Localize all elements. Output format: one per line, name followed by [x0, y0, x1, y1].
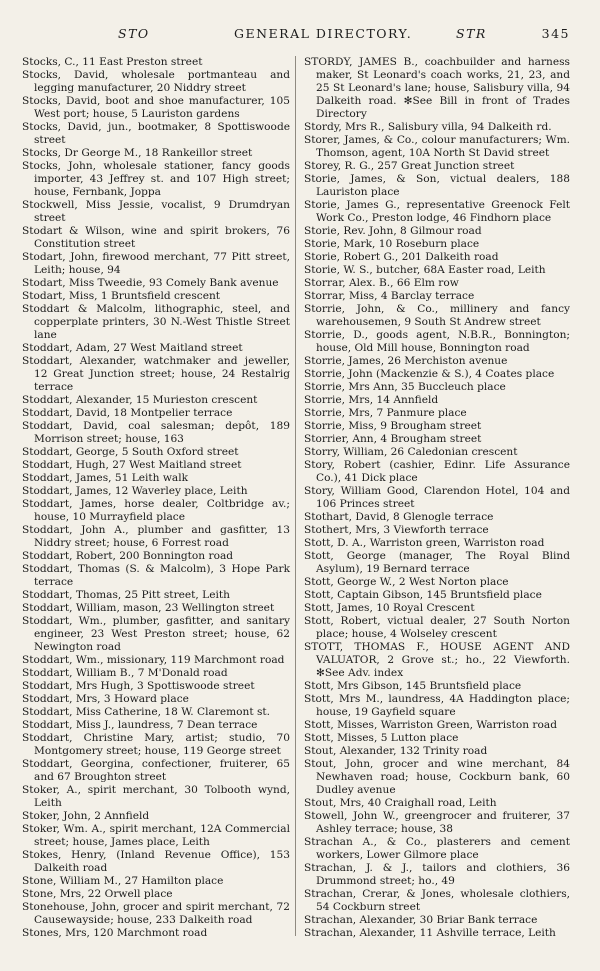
- directory-entry: Stoker, John, 2 Annfield: [22, 810, 150, 822]
- directory-entry: Stoddart, Wm., plumber, gasfitter, and sanitary engineer, 23 West Preston street; house, 62 Newington road: [22, 615, 290, 653]
- directory-entry: Stoddart, Georgina, confectioner, fruiterer, 65 and 67 Broughton street: [22, 758, 290, 783]
- directory-entry: Stoker, A., spirit merchant, 30 Tolbooth wynd, Leith: [22, 784, 290, 809]
- directory-entry: Stoddart, Miss J., laundress, 7 Dean terrace: [22, 719, 258, 731]
- directory-entry: Stockwell, Miss Jessie, vocalist, 9 Drumdryan street: [22, 199, 290, 224]
- page-number: 345: [541, 26, 570, 41]
- directory-entry: Stoddart, William, mason, 23 Wellington street: [22, 602, 275, 614]
- directory-entry: Stocks, John, wholesale stationer, fancy goods importer, 43 Jeffrey st. and 107 High street; house, Fernbank, Joppa: [22, 160, 290, 198]
- directory-entry: Stocks, Dr George M., 18 Rankeillor street: [22, 147, 253, 159]
- directory-entry: Stocks, David, jun., bootmaker, 8 Spottiswoode street: [22, 121, 290, 146]
- directory-entry: Storrar, Miss, 4 Barclay terrace: [304, 290, 475, 302]
- running-header: [22, 26, 570, 46]
- directory-entry: Stordy, Mrs R., Salisbury villa, 94 Dalkeith rd.: [304, 121, 552, 133]
- directory-entry: Stoddart, David, coal salesman; depôt, 189 Morrison street; house, 163: [22, 420, 290, 445]
- directory-entry: Stokes, Henry, (Inland Revenue Office), 153 Dalkeith road: [22, 849, 290, 874]
- directory-entry: Stoddart, William B., 7 M'Donald road: [22, 667, 228, 679]
- directory-entry: Storrier, Ann, 4 Brougham street: [304, 433, 482, 445]
- directory-entry: Stothert, Mrs, 3 Viewforth terrace: [304, 524, 489, 536]
- directory-entry: Stonehouse, John, grocer and spirit merchant, 72 Causewayside; house, 233 Dalkeith road: [22, 901, 290, 926]
- directory-entry: Stout, John, grocer and wine merchant, 84 Newhaven road; house, Cockburn bank, 60 Dudley avenue: [304, 758, 570, 796]
- directory-entry: Stoddart, Miss Catherine, 18 W. Claremont st.: [22, 706, 271, 718]
- directory-entry: Storer, James, & Co., colour manufacturers; Wm. Thomson, agent, 10A North St David street: [304, 134, 570, 159]
- directory-entry: Stott, Mrs M., laundress, 4A Haddington place; house, 19 Gayfield square: [304, 693, 570, 718]
- directory-entry: Stone, Mrs, 22 Orwell place: [22, 888, 173, 900]
- header-right-key: STR: [456, 26, 487, 41]
- directory-entry: Storry, William, 26 Caledonian crescent: [304, 446, 518, 458]
- directory-entry: STOTT, THOMAS F., HOUSE AGENT AND VALUATOR, 2 Grove st.; ho., 22 Viewforth. ✻See Adv. index: [304, 641, 570, 679]
- header-title: GENERAL DIRECTORY.: [234, 26, 413, 41]
- directory-entry: Stout, Alexander, 132 Trinity road: [304, 745, 488, 757]
- directory-entry: Storrie, Mrs Ann, 35 Buccleuch place: [304, 381, 506, 393]
- directory-entry: Stoddart & Malcolm, lithographic, steel, and copperplate printers, 30 N.-West Thistle Street lane: [22, 303, 290, 341]
- directory-entry: Storrie, D., goods agent, N.B.R., Bonnington; house, Old Mill house, Bonnington road: [304, 329, 570, 354]
- directory-entry: Stott, James, 10 Royal Crescent: [304, 602, 475, 614]
- directory-entry: Storrie, James, 26 Merchiston avenue: [304, 355, 508, 367]
- directory-entry: Stoddart, James, 51 Leith walk: [22, 472, 189, 484]
- directory-entry: Stoddart, Alexander, watchmaker and jeweller, 12 Great Junction street; house, 24 Restalrig terrace: [22, 355, 290, 393]
- directory-entry: Stoddart, Thomas, 25 Pitt street, Leith: [22, 589, 230, 601]
- directory-entry: Stoddart, David, 18 Montpelier terrace: [22, 407, 233, 419]
- directory-entry: Stott, George (manager, The Royal Blind Asylum), 19 Bernard terrace: [304, 550, 570, 575]
- directory-entry: Storrie, John, & Co., millinery and fancy warehousemen, 9 South St Andrew street: [304, 303, 570, 328]
- directory-entry: Strachan, J. & J., tailors and clothiers, 36 Drummond street; ho., 49: [304, 862, 570, 887]
- directory-entry: Stodart, John, firewood merchant, 77 Pitt street, Leith; house, 94: [22, 251, 290, 276]
- directory-entry: Stoddart, Christine Mary, artist; studio, 70 Montgomery street; house, 119 George street: [22, 732, 290, 757]
- left-column: [22, 56, 290, 940]
- directory-entry: Storie, James, & Son, victual dealers, 188 Lauriston place: [304, 173, 570, 198]
- directory-entry: Stott, Mrs Gibson, 145 Bruntsfield place: [304, 680, 522, 692]
- directory-entry: Storey, R. G., 257 Great Junction street: [304, 160, 515, 172]
- directory-entry: Stoker, Wm. A., spirit merchant, 12A Commercial street; house, James place, Leith: [22, 823, 290, 848]
- directory-entry: Stott, Robert, victual dealer, 27 South Norton place; house, 4 Wolseley crescent: [304, 615, 570, 640]
- directory-entry: Strachan, Alexander, 11 Ashville terrace, Leith: [304, 927, 556, 939]
- directory-entry: Stoddart, John A., plumber and gasfitter, 13 Niddry street; house, 6 Forrest road: [22, 524, 290, 549]
- directory-entry: Stocks, David, wholesale portmanteau and legging manufacturer, 20 Niddry street: [22, 69, 290, 94]
- directory-entry: STORDY, JAMES B., coachbuilder and harness maker, St Leonard's coach works, 21, 23, and 25 St Leonard's lane; house, Salisbury villa, 94 Dalkeith road. ✻See Bill in front of Trades Directory: [304, 56, 570, 120]
- directory-entry: Stoddart, Hugh, 27 West Maitland street: [22, 459, 242, 471]
- directory-entry: Stoddart, Alexander, 15 Murieston crescent: [22, 394, 258, 406]
- directory-entry: Strachan A., & Co., plasterers and cement workers, Lower Gilmore place: [304, 836, 570, 861]
- directory-entry: Storie, James G., representative Greenock Felt Work Co., Preston lodge, 46 Findhorn place: [304, 199, 570, 224]
- directory-entry: Stoddart, Wm., missionary, 119 Marchmont road: [22, 654, 285, 666]
- directory-entry: Stodart & Wilson, wine and spirit brokers, 76 Constitution street: [22, 225, 290, 250]
- directory-entry: Stott, George W., 2 West Norton place: [304, 576, 509, 588]
- directory-entry: Stott, Misses, 5 Lutton place: [304, 732, 459, 744]
- directory-entry: Storrie, Miss, 9 Brougham street: [304, 420, 482, 432]
- directory-entry: Storrie, Mrs, 7 Panmure place: [304, 407, 467, 419]
- directory-entry: Stoddart, Mrs, 3 Howard place: [22, 693, 189, 705]
- directory-entry: Stodart, Miss Tweedie, 93 Comely Bank avenue: [22, 277, 279, 289]
- directory-entry: Storie, Mark, 10 Roseburn place: [304, 238, 480, 250]
- directory-entry: Stone, William M., 27 Hamilton place: [22, 875, 224, 887]
- directory-entry: Strachan, Alexander, 30 Briar Bank terrace: [304, 914, 538, 926]
- directory-entry: Stowell, John W., greengrocer and fruiterer, 37 Ashley terrace; house, 38: [304, 810, 570, 835]
- directory-entry: Stoddart, Thomas (S. & Malcolm), 3 Hope Park terrace: [22, 563, 290, 588]
- directory-entry: Stott, D. A., Warriston green, Warriston road: [304, 537, 545, 549]
- directory-entry: Storrar, Alex. B., 66 Elm row: [304, 277, 459, 289]
- directory-entry: Stout, Mrs, 40 Craighall road, Leith: [304, 797, 497, 809]
- directory-entry: Storie, W. S., butcher, 68A Easter road, Leith: [304, 264, 546, 276]
- directory-entry: Stoddart, James, horse dealer, Coltbridge av.; house, 10 Murrayfield place: [22, 498, 290, 523]
- directory-entry: Story, William Good, Clarendon Hotel, 104 and 106 Princes street: [304, 485, 570, 510]
- column-divider: [295, 56, 296, 936]
- directory-entry: Storrie, Mrs, 14 Annfield: [304, 394, 439, 406]
- directory-entry: Strachan, Crerar, & Jones, wholesale clothiers, 54 Cockburn street: [304, 888, 570, 913]
- directory-entry: Storie, Rev. John, 8 Gilmour road: [304, 225, 482, 237]
- directory-entry: Stothart, David, 8 Glenogle terrace: [304, 511, 494, 523]
- directory-entry: Stoddart, Adam, 27 West Maitland street: [22, 342, 243, 354]
- directory-entry: Stoddart, Robert, 200 Bonnington road: [22, 550, 234, 562]
- directory-entry: Stott, Misses, Warriston Green, Warriston road: [304, 719, 557, 731]
- directory-entry: Stoddart, James, 12 Waverley place, Leith: [22, 485, 248, 497]
- directory-entry: Stocks, C., 11 East Preston street: [22, 56, 203, 68]
- directory-entry: Stoddart, George, 5 South Oxford street: [22, 446, 239, 458]
- directory-entry: Storie, Robert G., 201 Dalkeith road: [304, 251, 499, 263]
- directory-entry: Stones, Mrs, 120 Marchmont road: [22, 927, 208, 939]
- directory-entry: Stodart, Miss, 1 Bruntsfield crescent: [22, 290, 221, 302]
- directory-entry: Stocks, David, boot and shoe manufacturer, 105 West port; house, 5 Lauriston gardens: [22, 95, 290, 120]
- directory-entry: Storrie, John (Mackenzie & S.), 4 Coates place: [304, 368, 555, 380]
- directory-entry: Story, Robert (cashier, Edinr. Life Assurance Co.), 41 Dick place: [304, 459, 570, 484]
- directory-entry: Stott, Captain Gibson, 145 Bruntsfield place: [304, 589, 542, 601]
- directory-entry: Stoddart, Mrs Hugh, 3 Spottiswoode street: [22, 680, 255, 692]
- right-column: [304, 56, 570, 940]
- header-left-key: STO: [118, 26, 150, 41]
